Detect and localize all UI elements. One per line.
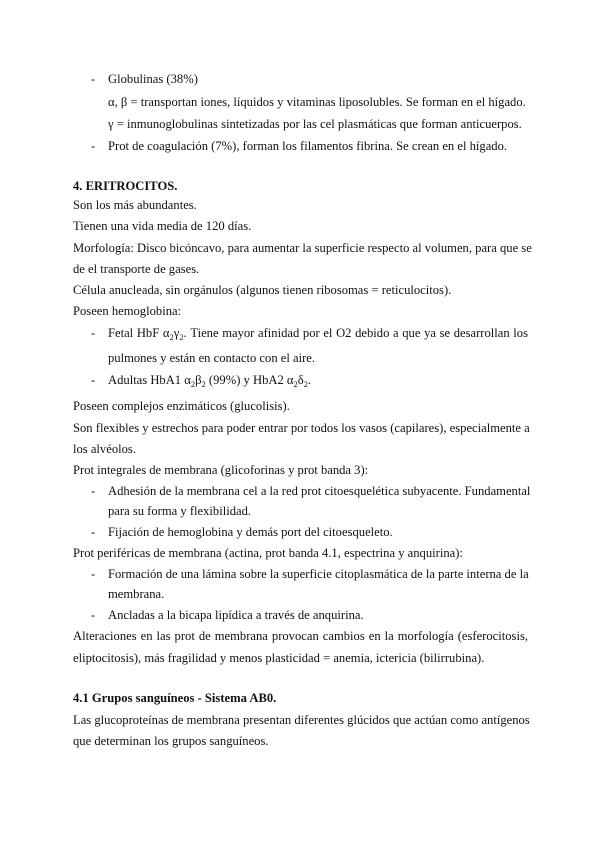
bullet-dash: -: [91, 326, 96, 340]
integrales-item: Adhesión de la membrana cel a la red prot citoesquelética subyacente. Fundamental: [108, 484, 531, 498]
text-line: Morfología: Disco bicóncavo, para aumentar la superficie respecto al volumen, para que se: [73, 241, 532, 255]
bullet-dash: -: [91, 608, 96, 622]
integrales-item: Fijación de hemoglobina y demás port del citoesqueleto.: [108, 525, 393, 539]
globulinas-gamma: γ = inmunoglobulinas sintetizadas por las cel plasmáticas que forman anticuerpos.: [108, 117, 522, 131]
prot-coagulacion: Prot de coagulación (7%), forman los filamentos fibrina. Se crean en el hígado.: [108, 139, 508, 153]
text-line: de el transporte de gases.: [73, 262, 200, 276]
integrales-item-cont: para su forma y flexibilidad.: [108, 504, 252, 518]
text-line: Tienen una vida media de 120 días.: [73, 219, 252, 233]
bullet-dash: -: [91, 373, 96, 387]
bullet-dash: -: [91, 567, 96, 581]
text-line: Poseen complejos enzimáticos (glucolisis).: [73, 399, 290, 413]
text-line: Son los más abundantes.: [73, 198, 197, 212]
text-line: Son flexibles y estrechos para poder entrar por todos los vasos (capilares), especialmente a: [73, 421, 530, 435]
globulinas-alpha-beta: α, β = transportan iones, líquidos y vitaminas liposolubles. Se forman en el hígado.: [108, 95, 526, 109]
bullet-dash: -: [91, 72, 96, 86]
bullet-dash: -: [91, 139, 96, 153]
section-heading-eritrocitos: 4. ERITROCITOS.: [73, 179, 178, 193]
perifericas-item: Ancladas a la bicapa lipídica a través de anquirina.: [108, 608, 364, 622]
text-line: Prot integrales de membrana (glicoforinas y prot banda 3):: [73, 463, 369, 477]
globulinas-title: Globulinas (38%): [108, 72, 198, 86]
perifericas-item: Formación de una lámina sobre la superficie citoplasmática de la parte interna de la: [108, 567, 529, 581]
text-line: los alvéolos.: [73, 442, 136, 456]
text-line: Prot periféricas de membrana (actina, prot banda 4.1, espectrina y anquirina):: [73, 546, 463, 560]
text-line: que determinan los grupos sanguíneos.: [73, 734, 269, 748]
section-heading-grupos: 4.1 Grupos sanguíneos - Sistema AB0.: [73, 691, 277, 705]
hemoglobina-adultas: Adultas HbA1 $\alpha_2\beta_2$ (99%) y HbA2 $\alpha_2\delta_2$.: [108, 373, 312, 389]
perifericas-item-cont: membrana.: [108, 587, 165, 601]
text-line: eliptocitosis), más fragilidad y menos plasticidad = anemia, ictericia (bilirrubina).: [73, 651, 485, 665]
text-line: Las glucoproteínas de membrana presentan diferentes glúcidos que actúan como antígenos: [73, 713, 530, 727]
hemoglobina-fetal-cont: pulmones y están en contacto con el aire.: [108, 351, 316, 365]
bullet-dash: -: [91, 484, 96, 498]
text-line: Alteraciones en las prot de membrana provocan cambios en la morfología (esferocitosis,: [73, 629, 528, 643]
hemoglobina-fetal: Fetal HbF $\alpha_2\gamma_2$. Tiene mayor afinidad por el O2 debido a que ya se desarrollan los: [108, 326, 529, 342]
text-line: Célula anucleada, sin orgánulos (algunos tienen ribosomas = reticulocitos).: [73, 283, 452, 297]
text-line: Poseen hemoglobina:: [73, 304, 182, 318]
bullet-dash: -: [91, 525, 96, 539]
